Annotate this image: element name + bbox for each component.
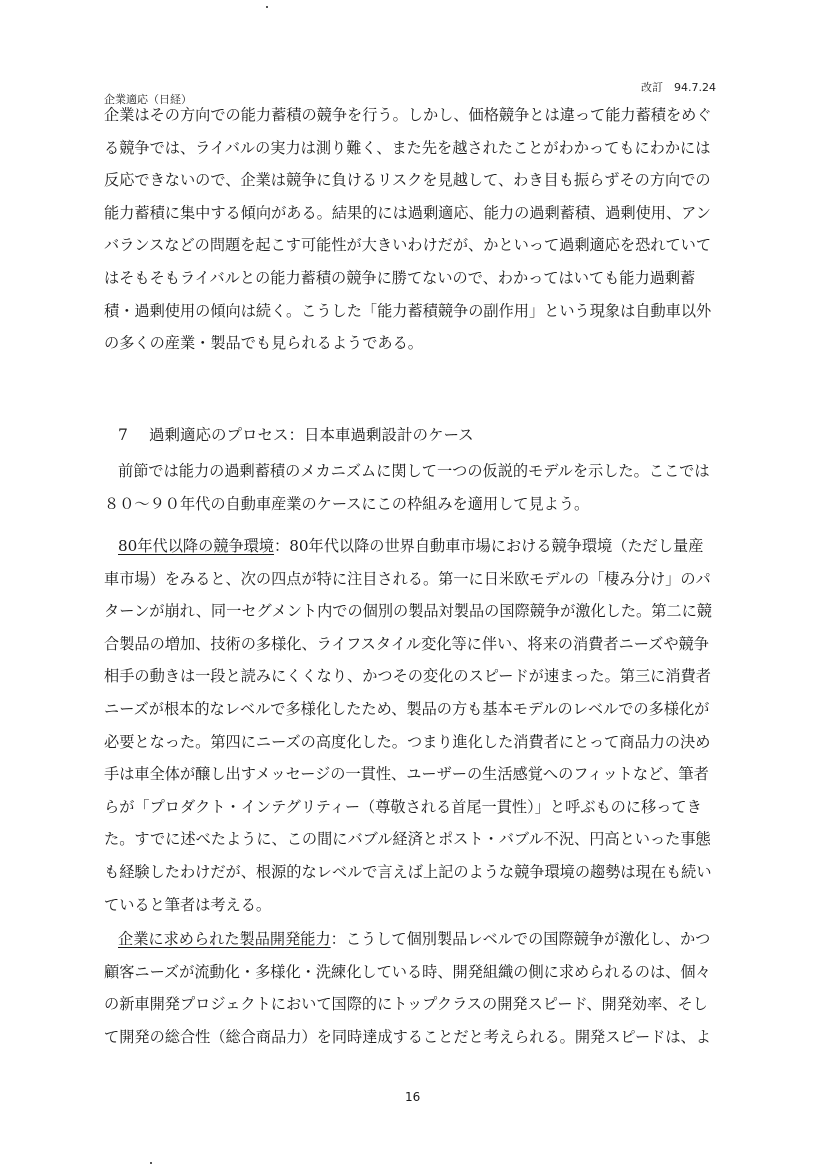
paragraph-4 [104, 923, 780, 1053]
section-heading [118, 423, 474, 445]
text-line: ターンが崩れ、同一セグメント内での個別の製品対製品の国際競争が激化した。第二に競 [104, 602, 712, 621]
text-line: 車市場）をみると、次の四点が特に注目される。第一に日米欧モデルの「棲み分け」のパ [104, 569, 711, 588]
text-line: はそもそもライバルとの能力蓄積の競争に勝てないので、わかってはいても能力過剰蓄 [104, 268, 696, 287]
page-number: 16 [405, 1090, 421, 1104]
text-line: て開発の総合性（総合商品力）を同時達成することだと考えられる。開発スピードは、よ [104, 1027, 711, 1046]
text-line: ８０～９０年代の自動車産業のケースにこの枠組みを適用して見よう。 [104, 494, 590, 513]
text-line: ていると筆者は考える。 [104, 895, 272, 914]
text-line: た。すでに述べたように、この間にバブル経済とポスト・バブル不況、円高といった事態 [104, 830, 711, 849]
paragraph-3-heading: 80年代以降の競争環境 [118, 537, 275, 555]
text-line: ：80年代以降の世界自動車市場における競争環境（ただし量産 [274, 537, 704, 555]
text-line: 積・過剰使用の傾向は続く。こうした「能力蓄積競争の副作用」という現象は自動車以外 [104, 301, 712, 320]
section-title: 過剰適応のプロセス：日本車過剰設計のケース [148, 426, 474, 444]
text-line: 必要となった。第四にニーズの高度化した。つまり進化した消費者にとって商品力の決め [104, 732, 711, 751]
text-line: も経験したわけだが、根源的なレベルで言えば上記のような競争環境の趨勢は現在も続い [104, 862, 712, 881]
paragraph-1 [104, 99, 780, 360]
text-line: バランスなどの問題を起こす可能性が大きいわけだが、かといって過剰適応を恐れていて [104, 236, 712, 255]
section-number: 7 [118, 426, 128, 444]
text-line: 合製品の増加、技術の多様化、ライフスタイル変化等に伴い、将来の消費者ニーズや競争 [104, 634, 709, 653]
text-line: 反応できないので、企業は競争に負けるリスクを見越して、わき目も振らずその方向での [104, 171, 711, 190]
text-line: る競争では、ライバルの実力は測り難く、また先を越されたことがわかってもにわかには [104, 138, 711, 157]
text-line: ：こうして個別製品レベルでの国際競争が激化し、かつ [330, 930, 711, 948]
paragraph-3 [104, 530, 780, 921]
text-line: の多くの産業・製品でも見られるようである。 [104, 334, 423, 353]
text-line: の新車開発プロジェクトにおいて国際的にトップクラスの開発スピード、開発効率、そし [104, 995, 708, 1014]
header-left: 企業適応（日経） [104, 93, 192, 106]
paragraph-4-first-line [104, 923, 780, 956]
paragraph-4-heading: 企業に求められた製品開発能力 [118, 930, 331, 948]
text-line: 顧客ニーズが流動化・多様化・洗練化している時、開発組織の側に求められるのは、個々 [104, 962, 711, 981]
paragraph-3-first-line [104, 530, 780, 563]
text-line: 前節では能力の過剰蓄積のメカニズムに関して一つの仮説的モデルを示した。ここでは [118, 462, 710, 480]
text-line: 能力蓄積に集中する傾向がある。結果的には過剰適応、能力の過剰蓄積、過剰使用、アン [104, 203, 711, 222]
text-line: ニーズが根本的なレベルで多様化したため、製品の方も基本モデルのレベルでの多様化が [104, 699, 710, 718]
header-right: 改訂 94.7.24 [641, 81, 716, 94]
paragraph-2 [104, 455, 780, 520]
text-line: 相手の動きは一段と読みにくくなり、かつその変化のスピードが速まった。第三に消費者 [104, 667, 711, 686]
scan-speck [150, 1162, 152, 1164]
text-line: 手は車全体が醸し出すメッセージの一貫性、ユーザーの生活感覚へのフィットなど、筆者 [104, 765, 709, 784]
scan-speck [266, 6, 268, 8]
text-line: らが「プロダクト・インテグリティー（尊敬される首尾一貫性）」と呼ぶものに移ってき [104, 797, 702, 816]
text-line: 企業はその方向での能力蓄積の競争を行う。しかし、価格競争とは違って能力蓄積をめぐ [104, 106, 712, 124]
